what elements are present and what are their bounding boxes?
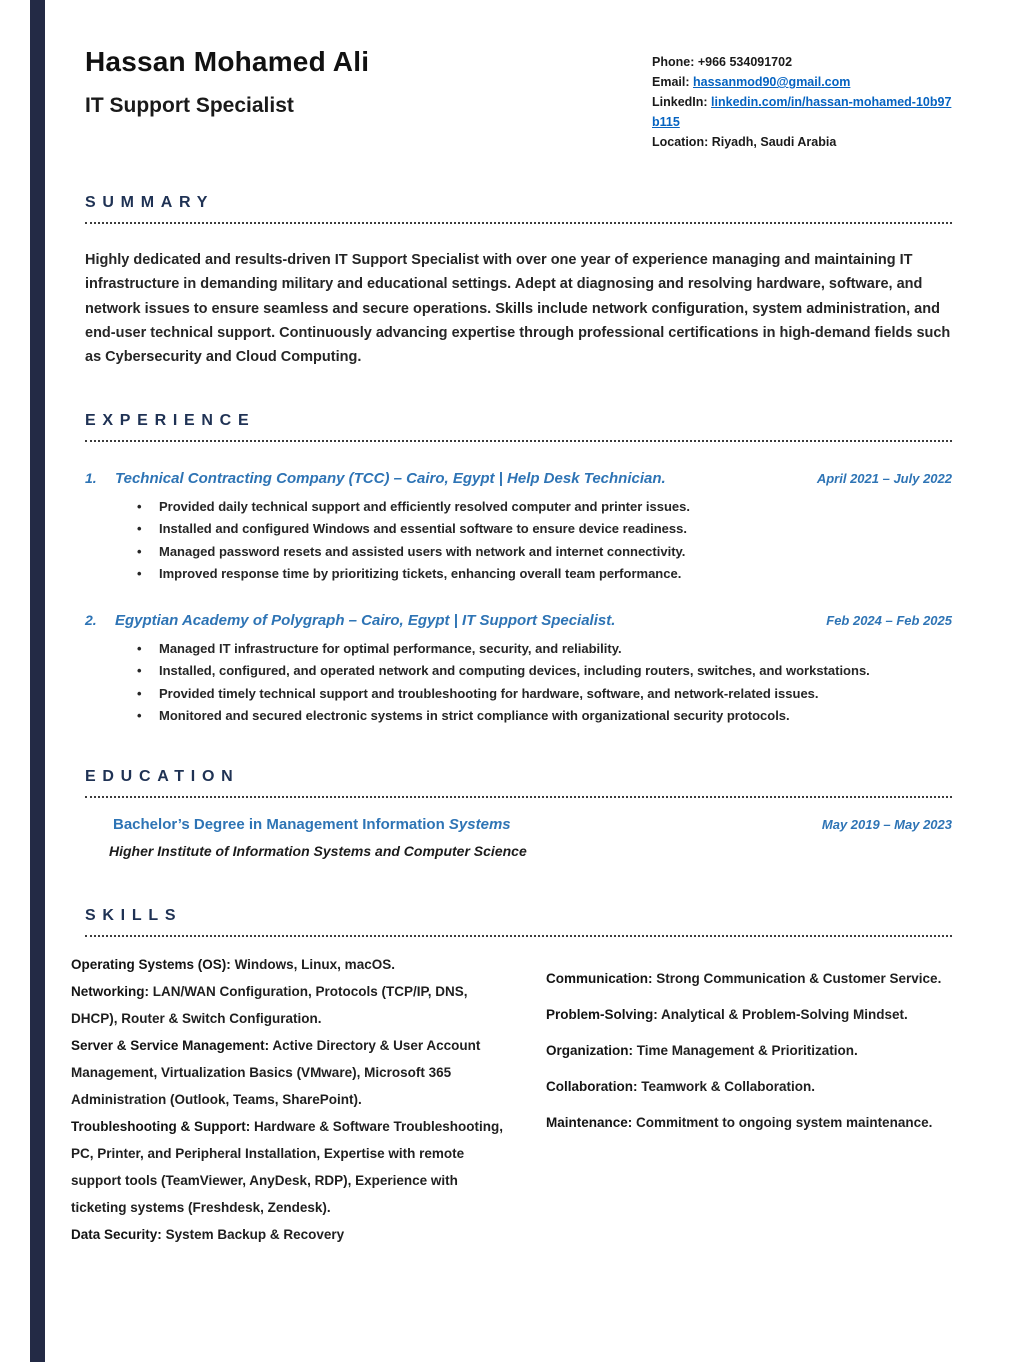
- summary-divider: [85, 222, 952, 224]
- education-heading: EDUCATION: [85, 767, 240, 785]
- degree-italic-part: Systems: [448, 815, 511, 833]
- skill-item: [546, 1037, 956, 1064]
- experience-bullet: • Installed, configured, and operated network and computing devices, including routers, switches, and workstations.: [137, 661, 952, 681]
- skill-label: Organization:: [546, 1042, 633, 1058]
- education-institution: Higher Institute of Information Systems and Computer Science: [109, 842, 527, 859]
- experience-heading: EXPERIENCE: [85, 411, 256, 429]
- skill-text: Teamwork & Collaboration.: [641, 1078, 816, 1094]
- skill-label: Troubleshooting & Support:: [71, 1118, 251, 1134]
- degree-title: [113, 816, 810, 833]
- skills-left-column: [71, 951, 506, 1248]
- skill-item: [71, 1113, 506, 1221]
- skill-item: [71, 1032, 506, 1113]
- skills-heading: SKILLS: [85, 906, 183, 924]
- skill-label: Operating Systems (OS):: [71, 956, 231, 972]
- location-value: Riyadh, Saudi Arabia: [711, 135, 837, 149]
- skill-text: Analytical & Problem-Solving Mindset.: [661, 1006, 908, 1022]
- skill-text: Hardware & Software Troubleshooting, PC, Printer, and Peripheral Installation, Expertise with remote support tools (TeamViewer, AnyDesk, RDP), Experience with ticketing systems (Freshdesk, Zendesk).: [71, 1118, 504, 1215]
- contact-linkedin: [652, 92, 952, 132]
- skills-columns: [71, 951, 952, 1248]
- skill-text: Commitment to ongoing system maintenance.: [636, 1114, 933, 1130]
- phone-value: +966 534091702: [697, 55, 793, 69]
- email-link[interactable]: hassanmod90@gmail.com: [693, 75, 851, 89]
- education-section: [85, 768, 952, 859]
- contact-phone: [652, 52, 952, 72]
- contact-block: [652, 46, 952, 152]
- skill-label: Data Security:: [71, 1226, 162, 1242]
- contact-email: [652, 72, 952, 92]
- skill-text: Active Directory & User Account Management, Virtualization Basics (VMware), Microsoft 365 Administration (Outlook, Teams, SharePoint).: [71, 1037, 481, 1107]
- experience-divider: [85, 440, 952, 442]
- job-2-number: 2.: [85, 611, 97, 628]
- email-label: Email:: [652, 75, 690, 89]
- job-2-bullets: [85, 639, 952, 726]
- skill-item: [546, 1073, 956, 1100]
- education-divider: [85, 796, 952, 798]
- experience-bullet: • Installed and configured Windows and essential software to ensure device readiness.: [137, 519, 952, 539]
- experience-job-2: [85, 612, 952, 726]
- skills-right-column: [546, 951, 956, 1248]
- person-name: Hassan Mohamed Ali: [85, 46, 370, 77]
- experience-job-1: [85, 470, 952, 584]
- contact-location: [652, 132, 952, 152]
- job-2-header: [85, 612, 952, 629]
- summary-section: [85, 194, 952, 370]
- education-degree-row: [85, 816, 952, 833]
- linkedin-label: LinkedIn:: [652, 95, 708, 109]
- summary-text: Highly dedicated and results-driven IT Support Specialist with over one year of experience managing and maintaining IT infrastructure in demanding military and educational settings. Adept at diagnosing and resolving hardware, software, and network issues to ensure seamless and secure operations. Skills include network configuration, system administration, and end-user technical support. Continuously advancing expertise through professional certifications in high-demand fields such as Cybersecurity and Cloud Computing.: [85, 252, 951, 366]
- skill-text: System Backup & Recovery: [165, 1226, 345, 1242]
- left-accent-bar: [30, 0, 45, 1362]
- person-title: IT Support Specialist: [85, 94, 294, 117]
- resume-header: [85, 46, 952, 152]
- skill-label: Collaboration:: [546, 1078, 638, 1094]
- experience-bullet: • Managed IT infrastructure for optimal performance, security, and reliability.: [137, 639, 952, 659]
- name-block: [85, 46, 369, 118]
- job-1-bullets: [85, 497, 952, 584]
- linkedin-link[interactable]: linkedin.com/in/hassan-mohamed-10b97b115: [652, 95, 952, 129]
- skills-divider: [85, 935, 952, 937]
- skill-item: [546, 965, 956, 992]
- skill-text: Windows, Linux, macOS.: [234, 956, 395, 972]
- phone-label: Phone:: [652, 55, 695, 69]
- experience-bullet: • Provided daily technical support and efficiently resolved computer and printer issues.: [137, 497, 952, 517]
- job-1-header: [85, 470, 952, 487]
- skill-label: Networking:: [71, 983, 150, 999]
- skill-item: [71, 1221, 506, 1248]
- resume-content: [71, 0, 952, 1248]
- location-label: Location:: [652, 135, 709, 149]
- skill-text: Strong Communication & Customer Service.: [656, 970, 942, 986]
- skill-item: [71, 951, 506, 978]
- summary-heading: SUMMARY: [85, 194, 215, 211]
- experience-bullet: • Improved response time by prioritizing tickets, enhancing overall team performance.: [137, 564, 952, 584]
- experience-bullet: • Provided timely technical support and troubleshooting for hardware, software, and network-related issues.: [137, 684, 952, 704]
- skill-label: Problem-Solving:: [546, 1006, 658, 1022]
- education-dates: May 2019 – May 2023: [821, 816, 952, 832]
- job-1-title: Technical Contracting Company (TCC) – Cairo, Egypt | Help Desk Technician.: [115, 469, 666, 487]
- job-1-number: 1.: [85, 469, 97, 486]
- skill-text: LAN/WAN Configuration, Protocols (TCP/IP, DNS, DHCP), Router & Switch Configuration.: [71, 983, 468, 1026]
- job-1-dates: April 2021 – July 2022: [816, 470, 952, 486]
- degree-main: Bachelor’s Degree in Management Information: [113, 815, 445, 833]
- job-2-title: Egyptian Academy of Polygraph – Cairo, Egypt | IT Support Specialist.: [115, 611, 616, 629]
- skill-label: Communication:: [546, 970, 653, 986]
- experience-bullet: • Managed password resets and assisted users with network and internet connectivity.: [137, 542, 952, 562]
- skill-text: Time Management & Prioritization.: [636, 1042, 858, 1058]
- job-2-dates: Feb 2024 – Feb 2025: [826, 612, 952, 628]
- skill-label: Maintenance:: [546, 1114, 633, 1130]
- skill-label: Server & Service Management:: [71, 1037, 270, 1053]
- experience-bullet: • Monitored and secured electronic systems in strict compliance with organizational security protocols.: [137, 706, 952, 726]
- skills-section: [71, 906, 952, 1248]
- skill-item: [546, 1109, 956, 1136]
- skill-item: [71, 978, 506, 1032]
- skill-item: [546, 1001, 956, 1028]
- experience-section: [85, 412, 952, 726]
